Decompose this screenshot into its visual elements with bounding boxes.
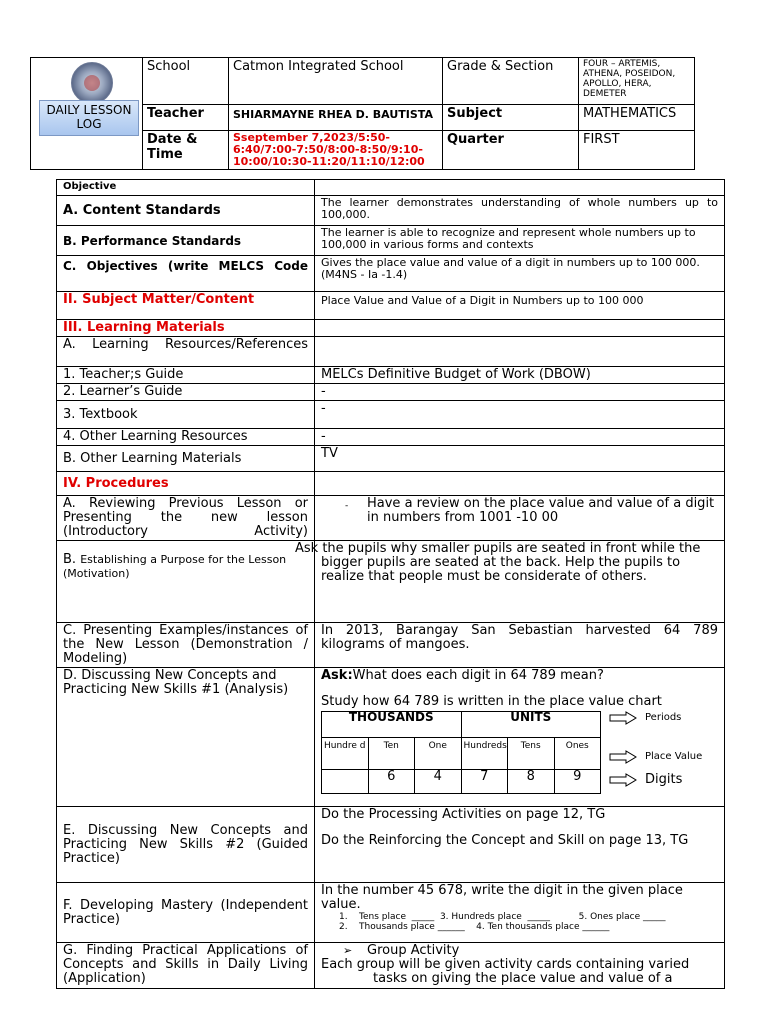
pv-place: One [415, 738, 462, 770]
header-table [30, 57, 695, 170]
pv-digit: 7 [461, 770, 508, 794]
table-row [57, 401, 725, 429]
ask-label: Ask: [321, 668, 353, 683]
subject-matter-label: II. Subject Matter/Content [57, 292, 315, 320]
purpose-value: Ask the pupils why smaller pupils are seated in front while the bigger pupils are seated at the back. Help the pupils to realize that people must be considerate of others. [315, 541, 725, 623]
pv-place: Hundreds [461, 738, 508, 770]
subject-matter-value: Place Value and Value of a Digit in Numbers up to 100 000 [315, 292, 725, 320]
table-row [57, 623, 725, 668]
place-value-table [321, 711, 601, 794]
mastery-item: 2. Thousands place ______ 4. Ten thousands place ______ [339, 922, 610, 932]
grade-label: Grade & Section [443, 58, 579, 105]
learners-guide-label: 2. Learner’s Guide [57, 384, 315, 401]
pv-place: Ten [368, 738, 415, 770]
table-row [57, 668, 725, 807]
table-row [57, 446, 725, 472]
periods-label: Periods [645, 712, 682, 723]
quarter-label: Quarter [443, 131, 579, 170]
lesson-table [56, 179, 725, 989]
processing-activities: Do the Processing Activities on page 12, TG [321, 807, 606, 822]
periods-pointer [609, 711, 681, 725]
grade-value: FOUR – ARTEMIS, ATHENA, POSEIDON, APOLLO, HERA, DEMETER [579, 58, 695, 105]
learners-guide-value: - [315, 384, 725, 401]
review-lesson-label: A. Reviewing Previous Lesson or Presenting the new lesson (Introductory Activity) [57, 496, 315, 541]
performance-standards-value: The learner is able to recognize and represent whole numbers up to 100,000 in various forms and contexts [315, 226, 725, 256]
pv-digit: 9 [554, 770, 601, 794]
objective-heading: Objective [57, 180, 315, 196]
table-row [57, 472, 725, 496]
group-activity: ➢ Group Activity [321, 944, 718, 958]
content-standards-value: The learner demonstrates understanding of whole numbers up to 100,000. [315, 196, 725, 226]
pv-place: Tens [508, 738, 555, 770]
pv-place: Ones [554, 738, 601, 770]
other-resources-label: 4. Other Learning Resources [57, 429, 315, 446]
presenting-examples-label: C. Presenting Examples/instances of the New Lesson (Demonstration / Modeling) [57, 623, 315, 668]
deped-seal-icon [71, 62, 113, 104]
performance-standards-label: B. Performance Standards [57, 226, 315, 256]
pv-digit: 6 [368, 770, 415, 794]
subject-value: MATHEMATICS [579, 105, 695, 131]
date-label: Date & Time [143, 131, 229, 170]
reinforcing-concept: Do the Reinforcing the Concept and Skill on page 13, TG [321, 833, 689, 848]
other-materials-value: TV [315, 446, 725, 472]
pv-group-thousands: THOUSANDS [322, 712, 462, 738]
table-row [57, 541, 725, 623]
table-row [57, 496, 725, 541]
teacher-value: SHIARMAYNE RHEA D. BAUTISTA [229, 105, 443, 131]
place-value-chart [321, 711, 718, 805]
discussing-concepts-2-label: E. Discussing New Concepts and Practicing New Skills #2 (Guided Practice) [57, 807, 315, 883]
other-materials-label: B. Other Learning Materials [57, 446, 315, 472]
table-row [57, 337, 725, 367]
place-value-label: Place Value [645, 751, 703, 762]
table-row [57, 196, 725, 226]
activity-cards-text: Each group will be given activity cards containing varied tasks on giving the place value and value of a [321, 957, 690, 986]
learning-resources-label: A. Learning Resources/References [57, 337, 315, 367]
pv-place: Hundre d [322, 738, 369, 770]
ask-text: What does each digit in 64 789 mean? [352, 668, 604, 683]
digits-pointer [609, 773, 682, 787]
content-standards-label: A. Content Standards [57, 196, 315, 226]
purpose-letter: B. [63, 552, 77, 567]
table-row [57, 256, 725, 292]
textbook-value: - [315, 401, 725, 429]
application-label: G. Finding Practical Applications of Concepts and Skills in Daily Living (Application) [57, 943, 315, 989]
objectives-value [315, 256, 725, 292]
logo-cell [31, 58, 143, 170]
purpose-label [57, 541, 315, 623]
presenting-examples-value: In 2013, Barangay San Sebastian harvested 64 789 kilograms of mangoes. [315, 623, 725, 668]
teachers-guide-value: MELCs Definitive Budget of Work (DBOW) [315, 367, 725, 384]
application-value [315, 943, 725, 989]
discussing-concepts-1-value [315, 668, 725, 807]
learning-materials-label: III. Learning Materials [57, 320, 315, 337]
mastery-instruction: In the number 45 678, write the digit in the given place value. [321, 883, 683, 912]
pv-digit: 4 [415, 770, 462, 794]
table-row [57, 384, 725, 401]
objectives-label: C. Objectives (write MELCS Code [57, 256, 315, 292]
dll-badge: DAILY LESSON LOG [39, 100, 139, 136]
table-row [57, 320, 725, 337]
school-value: Catmon Integrated School [229, 58, 443, 105]
place-value-pointer [609, 750, 702, 764]
discussing-concepts-1-label: D. Discussing New Concepts and Practicing New Skills #1 (Analysis) [57, 668, 315, 807]
pv-group-units: UNITS [461, 712, 601, 738]
study-text: Study how 64 789 is written in the place value chart [321, 694, 662, 709]
date-value: Sseptember 7,2023/5:50-6:40/7:00-7:50/8:00-8:50/9:10-10:00/10:30-11:20/11:10/12:00 [229, 131, 443, 170]
right-arrow-icon [609, 773, 637, 787]
textbook-label: 3. Textbook [57, 401, 315, 429]
developing-mastery-label: F. Developing Mastery (Independent Practice) [57, 883, 315, 943]
melcs-code: (M4NS - Ia -1.4) [321, 268, 408, 281]
table-row [57, 807, 725, 883]
table-row [57, 367, 725, 384]
table-row [57, 883, 725, 943]
table-row [57, 429, 725, 446]
table-row [57, 180, 725, 196]
discussing-concepts-2-value [315, 807, 725, 883]
table-row [57, 943, 725, 989]
table-row [57, 226, 725, 256]
developing-mastery-value [315, 883, 725, 943]
school-label: School [143, 58, 229, 105]
teachers-guide-label: 1. Teacher;s Guide [57, 367, 315, 384]
subject-label: Subject [443, 105, 579, 131]
review-lesson-value: - Have a review on the place value and value of a digit in numbers from 1001 -10 00 [321, 497, 718, 525]
quarter-value: FIRST [579, 131, 695, 170]
purpose-text: Establishing a Purpose for the Lesson (Motivation) [63, 553, 287, 580]
teacher-label: Teacher [143, 105, 229, 131]
pv-digit: 8 [508, 770, 555, 794]
objectives-text: Gives the place value and value of a digit in numbers up to 100 000. [321, 256, 700, 269]
procedures-label: IV. Procedures [57, 472, 315, 496]
pv-digit [322, 770, 369, 794]
table-row [57, 292, 725, 320]
other-resources-value: - [315, 429, 725, 446]
mastery-item: 1. Tens place _____ 3. Hundreds place _____ 5. Ones place _____ [339, 912, 666, 922]
right-arrow-icon [609, 711, 637, 725]
right-arrow-icon [609, 750, 637, 764]
digits-label: Digits [645, 772, 683, 787]
